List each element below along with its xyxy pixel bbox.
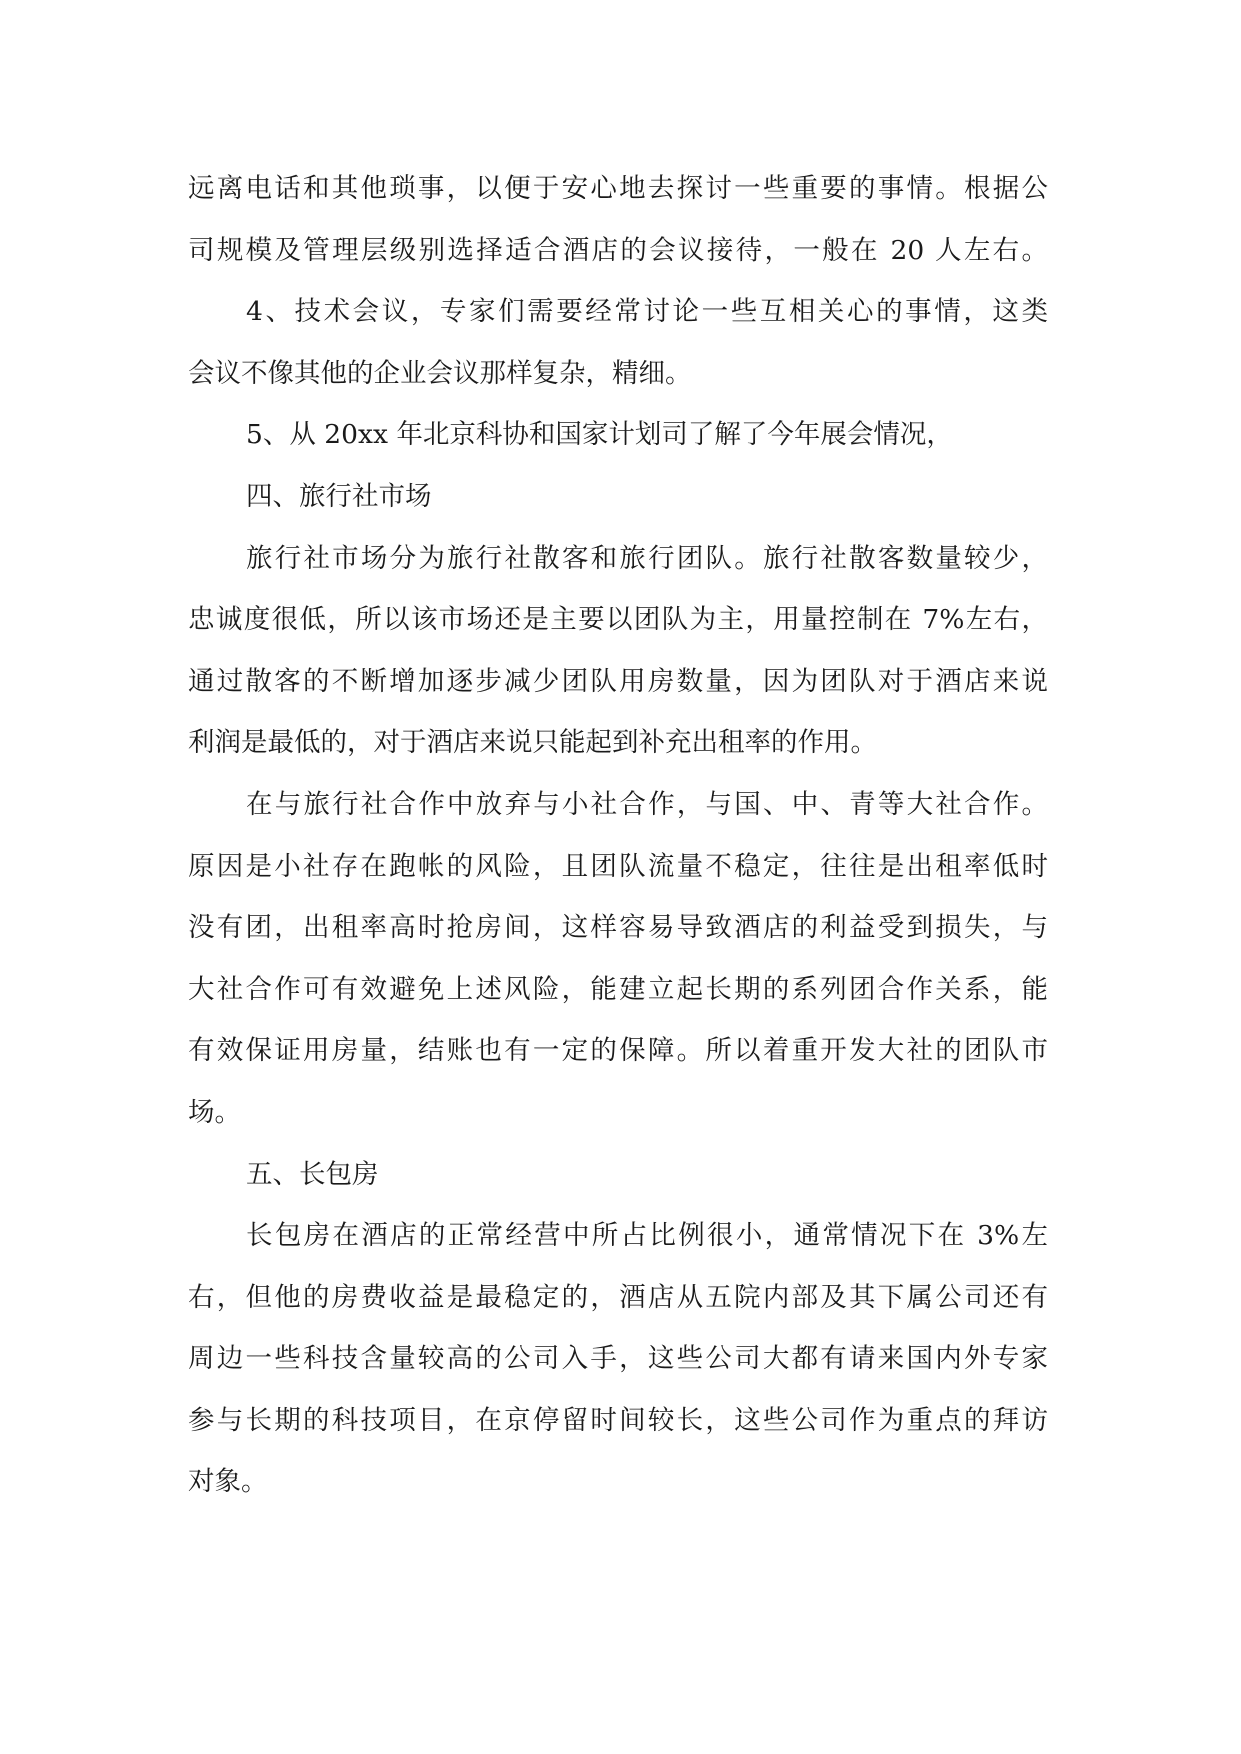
text-line: 四、旅行社市场 [246,480,432,512]
text-line: 远离电话和其他琐事，以便于安心地去探讨一些重要的事情。根据公 [188,173,1048,204]
text-line: 原因是小社存在跑帐的风险，且团队流量不稳定，往往是出租率低时 [188,850,1048,882]
text-line: 会议不像其他的企业会议那样复杂，精细。 [188,357,692,389]
text-line: 有效保证用房量，结账也有一定的保障。所以着重开发大社的团队市 [188,1035,1048,1067]
text-line: 五、长包房 [246,1158,379,1190]
text-line: 没有团，出租率高时抢房间，这样容易导致酒店的利益受到损失，与 [188,912,1048,944]
text-line: 周边一些科技含量较高的公司入手，这些公司大都有请来国内外专家 [188,1343,1048,1375]
text-line: 忠诚度很低，所以该市场还是主要以团队为主，用量控制在 7%左右， [188,604,1048,636]
text-line: 右，但他的房费收益是最稳定的，酒店从五院内部及其下属公司还有 [188,1281,1048,1313]
text-line: 在与旅行社合作中放弃与小社合作，与国、中、青等大社合作。 [246,788,1048,820]
text-line: 4、技术会议，专家们需要经常讨论一些互相关心的事情，这类 [246,296,1048,328]
text-line: 场。 [188,1096,241,1128]
text-line: 长包房在酒店的正常经营中所占比例很小，通常情况下在 3%左 [246,1220,1048,1252]
text-line: 司规模及管理层级别选择适合酒店的会议接待，一般在 20 人左右。 [188,234,1048,266]
document-body [188,158,1048,1513]
text-line: 利润是最低的，对于酒店来说只能起到补充出租率的作用。 [188,727,877,759]
text-line: 5、从 20xx 年北京科协和国家计划司了解了今年展会情况， [246,419,953,451]
text-line: 大社合作可有效避免上述风险，能建立起长期的系列团合作关系，能 [188,973,1048,1005]
text-line: 对象。 [188,1466,268,1498]
text-line: 通过散客的不断增加逐步减少团队用房数量，因为团队对于酒店来说 [188,665,1048,697]
text-line: 参与长期的科技项目，在京停留时间较长，这些公司作为重点的拜访 [188,1404,1048,1436]
text-line: 旅行社市场分为旅行社散客和旅行团队。旅行社散客数量较少， [246,542,1048,574]
